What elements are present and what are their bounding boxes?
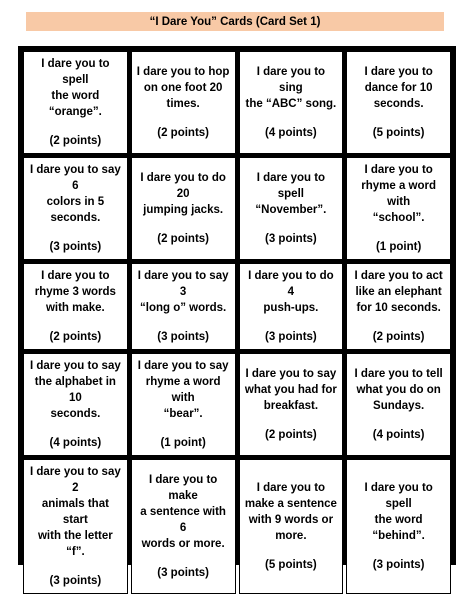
dare-card — [239, 157, 344, 260]
card-text: I dare you to do 20 jumping jacks. — [140, 172, 226, 216]
card-text: I dare you to rhyme 3 words with make. — [34, 270, 116, 314]
card-points: (5 points) — [265, 559, 317, 571]
card-points: (2 points) — [157, 233, 209, 245]
dare-card — [239, 51, 344, 154]
card-points: (3 points) — [49, 575, 102, 587]
card-points: (2 points) — [157, 127, 209, 139]
dare-card — [346, 51, 451, 154]
dare-card — [23, 51, 128, 154]
dare-card — [239, 459, 344, 594]
card-points: (3 points) — [265, 331, 317, 343]
dare-card — [131, 157, 236, 260]
card-points: (2 points) — [49, 135, 102, 147]
card-text: I dare you to say the alphabet in 10 seconds. — [29, 360, 121, 420]
card-text: I dare you to rhyme a word with “school”. — [361, 164, 437, 224]
page-title: “I Dare You” Cards (Card Set 1) — [149, 15, 321, 28]
card-points: (1 point) — [160, 437, 206, 449]
dare-card — [23, 157, 128, 260]
card-points: (4 points) — [265, 127, 317, 139]
dare-card — [131, 51, 236, 154]
dare-card — [131, 459, 236, 594]
card-text: I dare you to spell the word “orange”. — [41, 58, 110, 118]
dare-card — [346, 263, 451, 350]
card-points: (3 points) — [49, 241, 102, 253]
card-points: (2 points) — [265, 429, 317, 441]
card-text: I dare you to make a sentence with 6 words or more. — [140, 474, 226, 550]
dare-card — [131, 353, 236, 456]
dare-card — [346, 459, 451, 594]
card-text: I dare you to say rhyme a word with “bear”. — [137, 360, 229, 420]
card-text: I dare you to sing the “ABC” song. — [245, 66, 337, 110]
card-text: I dare you to say 6 colors in 5 seconds. — [29, 164, 121, 224]
dare-card — [23, 459, 128, 594]
card-points: (2 points) — [49, 331, 102, 343]
card-grid — [18, 46, 456, 587]
dare-card — [23, 353, 128, 456]
card-text: I dare you to say what you had for breakfast. — [244, 368, 337, 412]
dare-card — [346, 157, 451, 260]
dare-card — [131, 263, 236, 350]
dare-card — [239, 353, 344, 456]
card-points: (3 points) — [157, 331, 209, 343]
card-points: (5 points) — [372, 127, 425, 139]
card-text: I dare you to tell what you do on Sundays. — [354, 368, 443, 412]
card-points: (3 points) — [265, 233, 317, 245]
card-points: (3 points) — [157, 567, 209, 579]
card-text: I dare you to do 4 push-ups. — [248, 270, 334, 314]
card-points: (3 points) — [372, 559, 425, 571]
card-text: I dare you to say 2 animals that start with the letter “f”. — [29, 466, 121, 558]
card-points: (4 points) — [372, 429, 425, 441]
card-text: I dare you to dance for 10 seconds. — [364, 66, 433, 110]
card-text: I dare you to make a sentence with 9 words or more. — [244, 482, 337, 542]
card-text: I dare you to spell the word “behind”. — [364, 482, 433, 542]
card-text: I dare you to act like an elephant for 10 seconds. — [354, 270, 443, 314]
dare-card — [23, 263, 128, 350]
card-points: (1 point) — [375, 241, 422, 253]
card-text: I dare you to say 3 “long o” words. — [137, 270, 229, 314]
title-banner — [26, 12, 444, 31]
dare-card — [346, 353, 451, 456]
card-text: I dare you to hop on one foot 20 times. — [136, 66, 230, 110]
card-text: I dare you to spell “November”. — [255, 172, 327, 216]
card-points: (4 points) — [49, 437, 102, 449]
card-points: (2 points) — [372, 331, 425, 343]
dare-card — [239, 263, 344, 350]
